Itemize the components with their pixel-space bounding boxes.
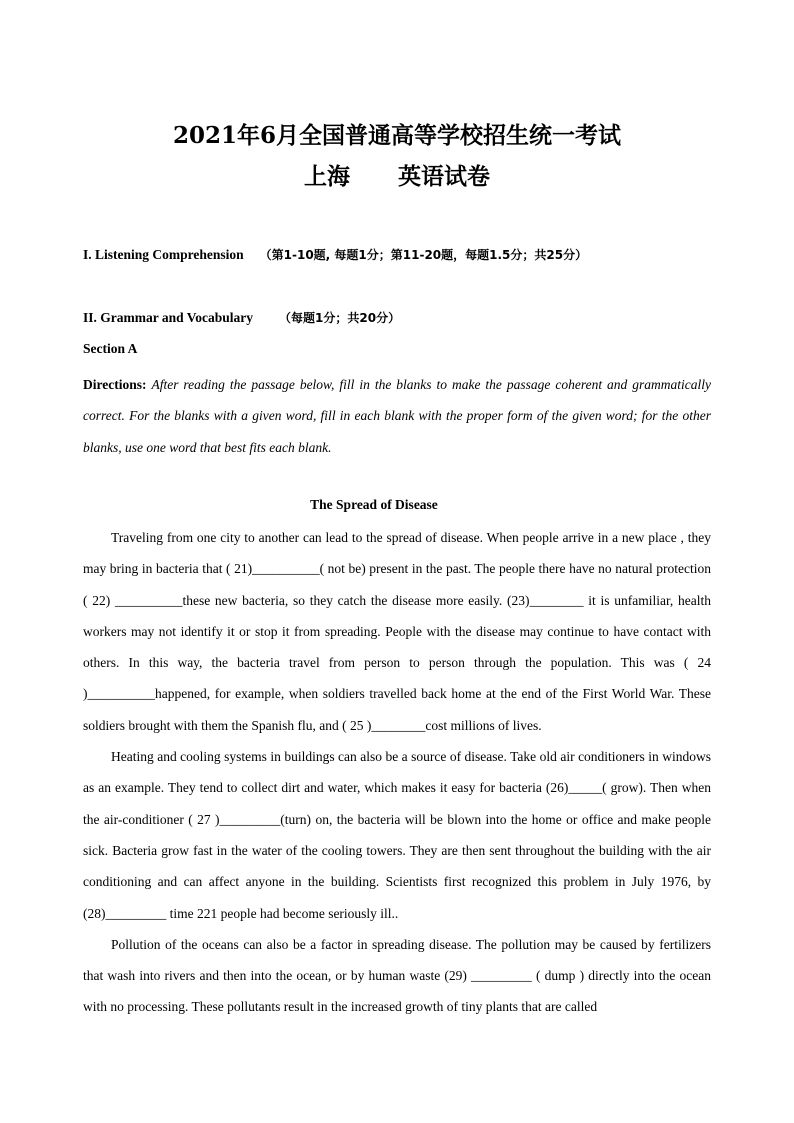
- listening-label: I. Listening Comprehension: [83, 247, 244, 262]
- exam-title: 2021年6月全国普通高等学校招生统一考试: [172, 122, 622, 149]
- directions-lead: Directions:: [83, 377, 147, 392]
- region-label: 上海: [304, 163, 350, 190]
- grammar-section-heading: [83, 308, 400, 328]
- passage-paragraph: Pollution of the oceans can also be a factor in spreading disease. The pollution may be caused by fertilizers that wash into rivers and then into the ocean, or by human waste (29) _________ ( dump ) directly into the ocean with no processing. These pollutants result in the increased growth of tiny plants that are called: [83, 936, 711, 1015]
- listening-section-heading: [83, 245, 587, 265]
- section-a-label: Section A: [83, 341, 138, 356]
- grammar-label: II. Grammar and Vocabulary: [83, 310, 254, 325]
- directions: [83, 369, 711, 463]
- passage-title: The Spread of Disease: [310, 497, 438, 512]
- passage-paragraph: Traveling from one city to another can lead to the spread of disease. When people arrive in a new place , they may bring in bacteria that ( 21)__________( not be) present in the past. The people there have no natural protection ( 22) __________these new bacteria, so they catch the disease more easily. (23)________ it is unfamiliar, health workers may not identify it or stop it from spreading. People with the disease may continue to have contact with others. In this way, the bacteria travel from person to person through the population. This was ( 24 )__________happened, for example, when soldiers travelled back home at the end of the First World War. These soldiers brought with them the Spanish flu, and ( 25 )________cost millions of lives.: [83, 530, 711, 733]
- subject-label: 英语试卷: [398, 163, 490, 190]
- listening-scoring: （第1-10题, 每题1分；第11-20题，每题1.5分；共25分）: [259, 248, 588, 262]
- directions-text: After reading the passage below, fill in the blanks to make the passage coherent and grammatically correct. For the blanks with a given word, fill in each blank with the proper form of the given word; for the other blanks, use one word that best fits each blank.: [83, 377, 711, 455]
- passage-body: [83, 522, 711, 1023]
- passage-paragraph: Heating and cooling systems in buildings can also be a source of disease. Take old air conditioners in windows as an example. They tend to collect dirt and water, which makes it easy for bacteria (26)_____( grow). Then when the air-conditioner ( 27 )_________(turn) on, the bacteria will be blown into the home or office and make people sick. Bacteria grow fast in the water of the cooling towers. They are then sent throughout the building with the air conditioning and can affect anyone in the building. Scientists first recognized this problem in July 1976, by (28)_________ time 221 people had become seriously ill..: [83, 749, 711, 921]
- grammar-scoring: （每题1分；共20分）: [279, 311, 401, 325]
- exam-subtitle: [0, 162, 794, 192]
